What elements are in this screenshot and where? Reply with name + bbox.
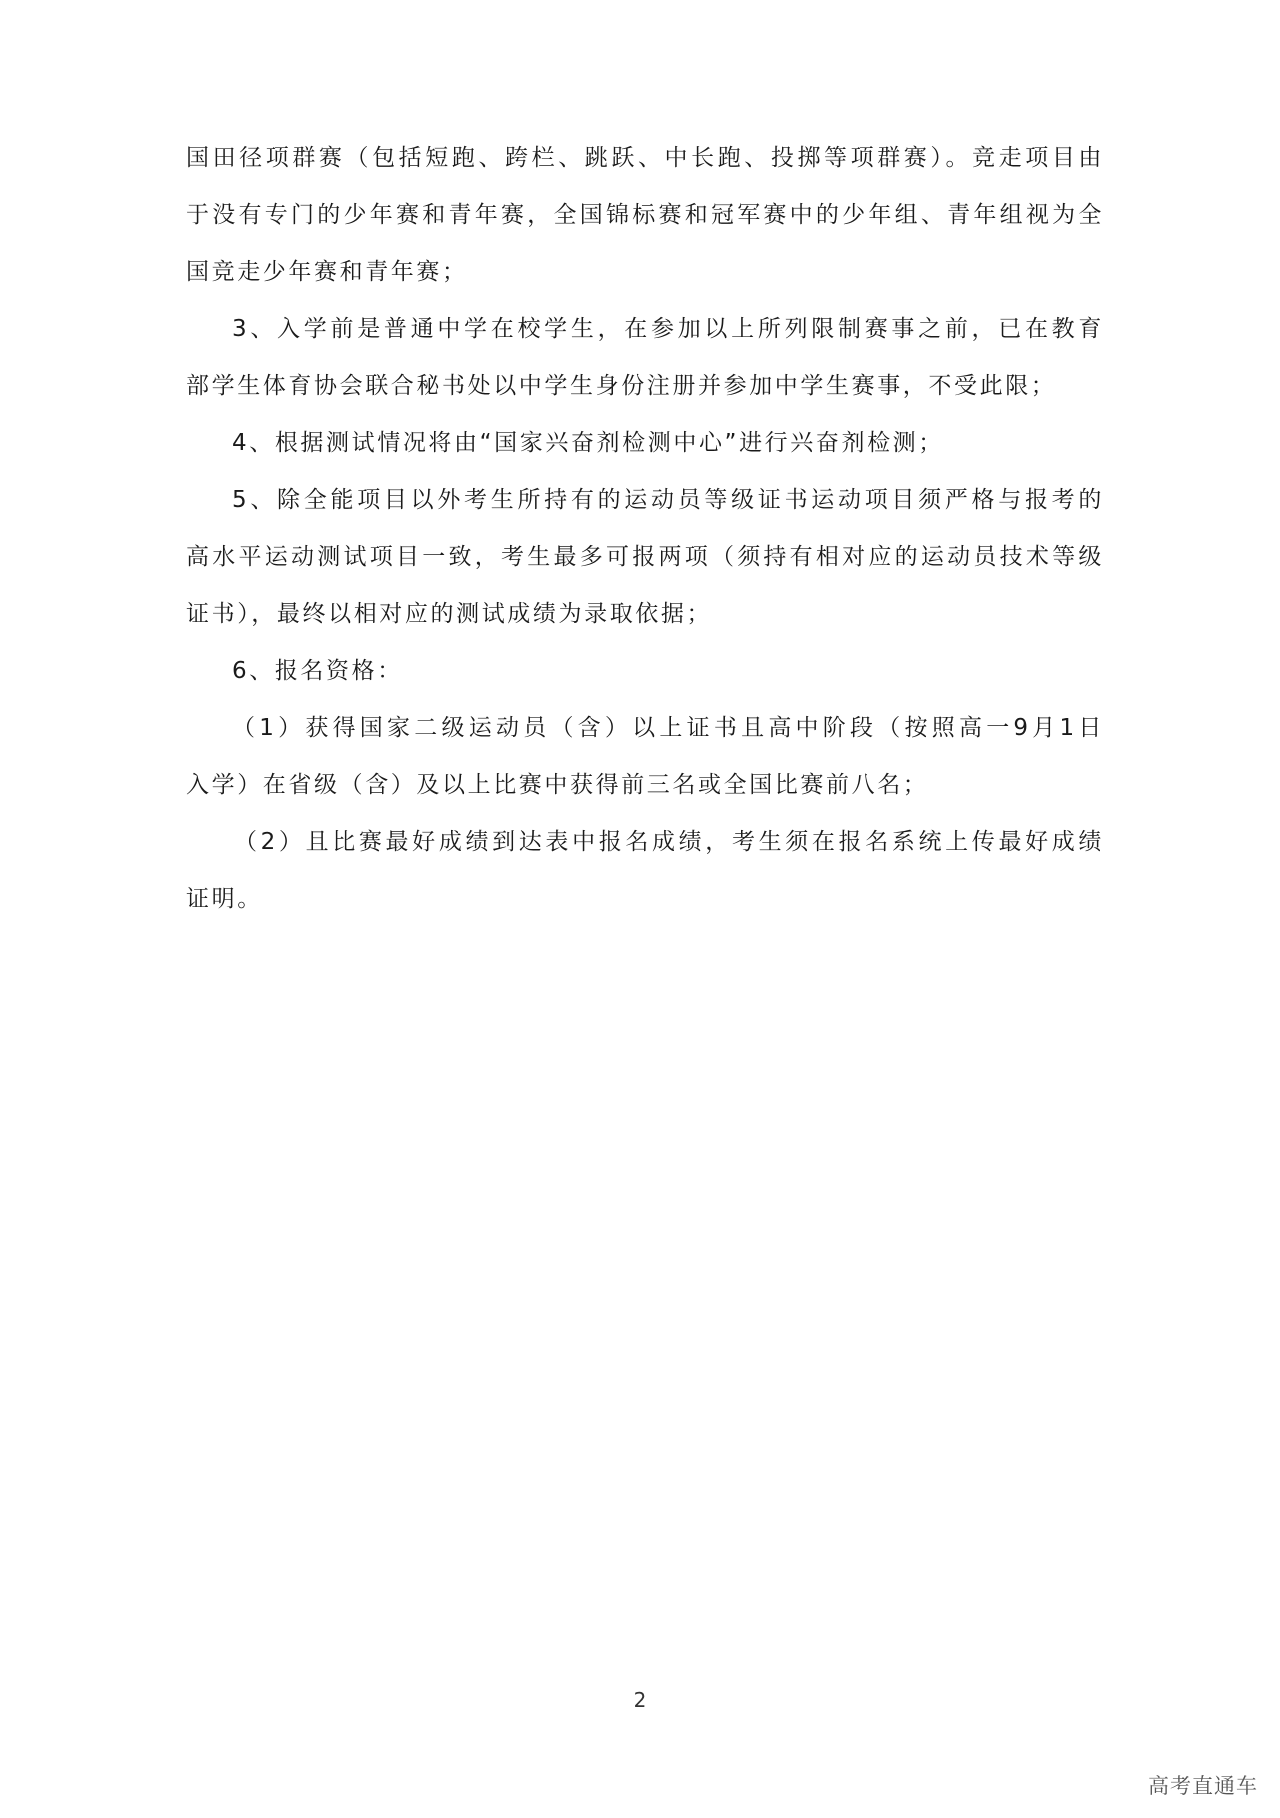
watermark-text: 高考直通车 [1148,1774,1258,1798]
paragraph-line: 高水平运动测试项目一致，考生最多可报两项（须持有相对应的运动员技术等级 [186,544,1104,570]
paragraph-line: 6、报名资格： [232,658,403,684]
paragraph-line: 部学生体育协会联合秘书处以中学生身份注册并参加中学生赛事，不受此限； [186,373,1057,399]
paragraph-line: 入学）在省级（含）及以上比赛中获得前三名或全国比赛前八名； [186,772,929,798]
paragraph-line: （1）获得国家二级运动员（含）以上证书且高中阶段（按照高一9月1日 [232,715,1104,741]
paragraph-line: 国竞走少年赛和青年赛； [186,259,468,285]
paragraph-line: 证书），最终以相对应的测试成绩为录取依据； [186,601,713,627]
paragraph-line: 于没有专门的少年赛和青年赛，全国锦标赛和冠军赛中的少年组、青年组视为全 [186,202,1104,228]
paragraph-line: （2）且比赛最好成绩到达表中报名成绩，考生须在报名系统上传最好成绩 [234,829,1104,855]
paragraph-line: 5、除全能项目以外考生所持有的运动员等级证书运动项目须严格与报考的 [232,487,1104,513]
page-number: 2 [633,1688,647,1712]
document-body [186,144,1104,942]
paragraph-line: 国田径项群赛（包括短跑、跨栏、跳跃、中长跑、投掷等项群赛）。竞走项目由 [186,145,1104,171]
paragraph-line: 证明。 [186,886,263,912]
paragraph-line: 4、根据测试情况将由“国家兴奋剂检测中心”进行兴奋剂检测； [232,430,944,456]
paragraph-line: 3、入学前是普通中学在校学生，在参加以上所列限制赛事之前，已在教育 [232,316,1104,342]
